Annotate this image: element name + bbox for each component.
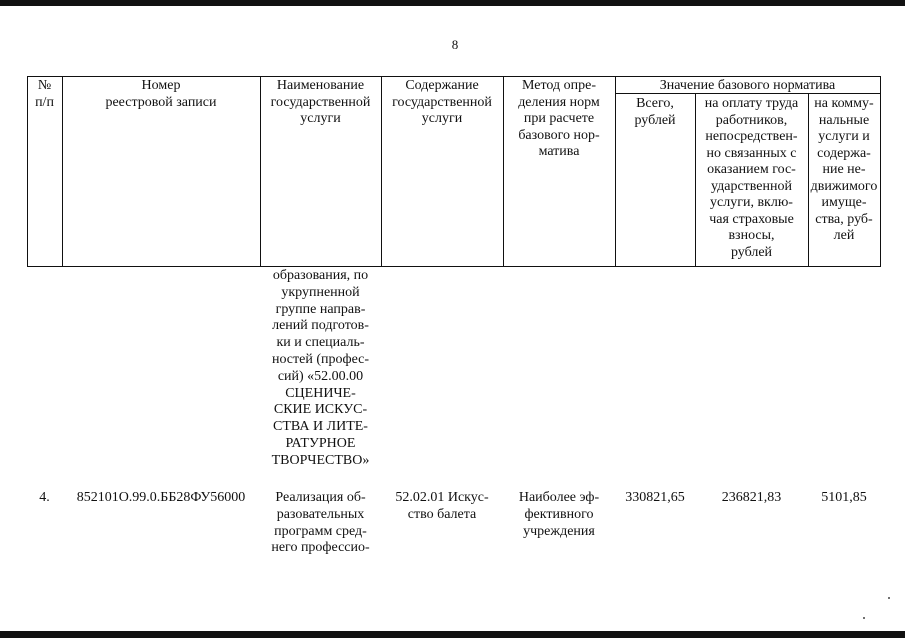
header-total: Всего, рублей bbox=[634, 96, 676, 128]
continued-service-name: образования, по укрупненной группе направ- лений подготов- ки и специаль- ностей (профес- сий) «52.00.00 СЦЕНИЧЕ- СКИЕ ИСКУС- СТВА И ЛИТЕ- РАТУРНОЕ ТВОРЧЕСТВО» bbox=[271, 268, 370, 468]
bottom-border-bar bbox=[0, 631, 905, 638]
header-bottom-rule bbox=[27, 266, 881, 267]
header-utilities: на комму- нальные услуги и содержа- ние не- движимого имуще- ства, руб- лей bbox=[810, 96, 878, 243]
header-labor: на оплату труда работников, непосредствен- но связанных с оказанием гос- ударственной услуги, вклю- чая страховые взносы, рублей bbox=[704, 96, 799, 260]
row-total: 330821,65 bbox=[625, 490, 685, 505]
row-labor: 236821,83 bbox=[721, 490, 782, 505]
scan-speck bbox=[888, 597, 890, 599]
table-top-rule bbox=[27, 76, 881, 77]
page-number: 8 bbox=[451, 37, 459, 52]
header-service-content: Содержание государственной услуги bbox=[392, 78, 492, 126]
col-rule bbox=[880, 76, 881, 266]
header-num: № п/п bbox=[35, 78, 54, 110]
row-service-content: 52.02.01 Искус- ство балета bbox=[395, 490, 489, 522]
header-service-name: Наименование государственной услуги bbox=[270, 78, 371, 126]
header-base-value: Значение базового норматива bbox=[659, 78, 836, 93]
top-border-bar bbox=[0, 0, 905, 6]
row-method: Наиболее эф- фективного учреждения bbox=[518, 490, 600, 539]
row-service-name: Реализация об- разовательных программ сред- него профессио- bbox=[271, 490, 370, 556]
header-method: Метод опре- деления норм при расчете базового нор- матива bbox=[518, 78, 600, 159]
header-registry: Номер реестровой записи bbox=[105, 78, 217, 110]
row-utilities: 5101,85 bbox=[821, 490, 867, 505]
scan-speck bbox=[863, 617, 865, 619]
row-num: 4. bbox=[39, 490, 50, 505]
row-registry: 852101О.99.0.ББ28ФУ56000 bbox=[76, 490, 246, 505]
